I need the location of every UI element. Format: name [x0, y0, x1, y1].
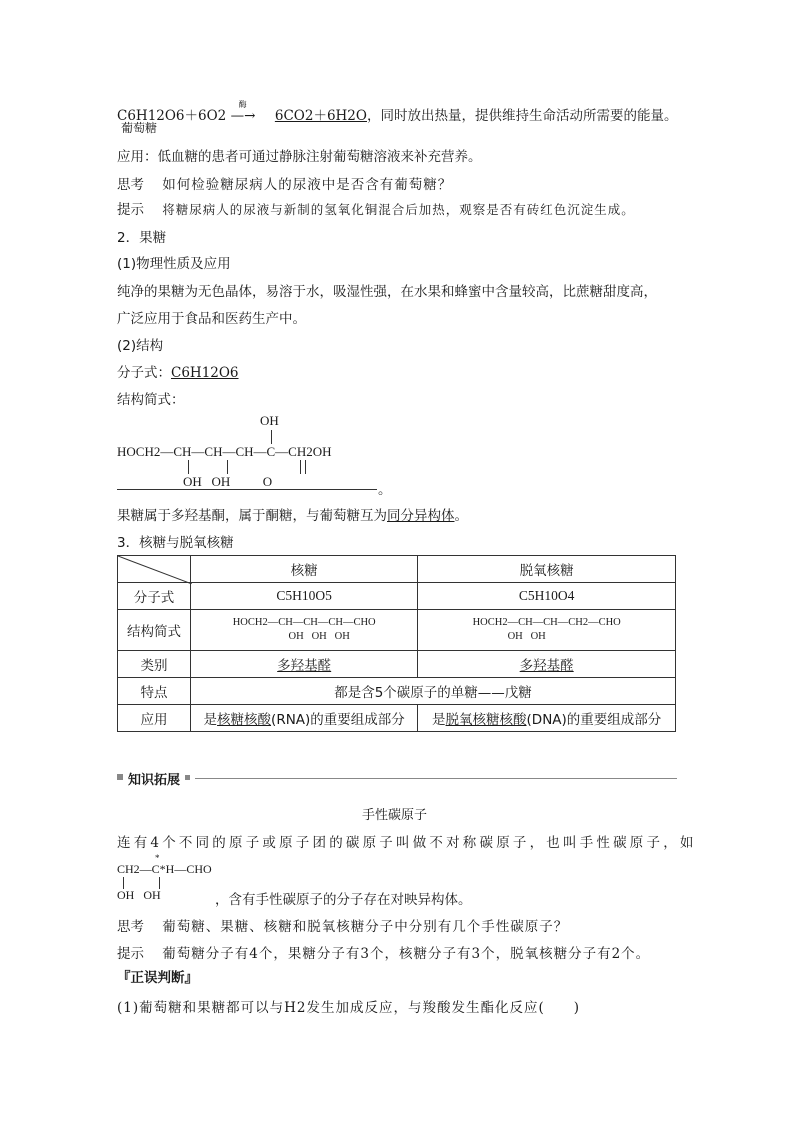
- struct-label: 结构简式：: [117, 392, 185, 408]
- fructose-struct-top: OH: [260, 413, 279, 428]
- think-1: [117, 173, 452, 193]
- struct-end: 。: [378, 482, 392, 498]
- table-row: [118, 583, 676, 610]
- row-label: 类别: [118, 651, 191, 678]
- think-1-label: 思考: [117, 177, 144, 193]
- row-label: 分子式: [118, 583, 191, 610]
- chiral-molecule-sub: OH OH: [117, 888, 161, 902]
- summary-b: 同分异构体: [387, 508, 455, 524]
- fructose-para1: 纯净的果糖为无色晶体，易溶于水，吸湿性强，在水果和蜂蜜中含量较高，比蔗糖甜度高，: [117, 284, 657, 300]
- glucose-products: 6CO2＋6H2O: [274, 108, 367, 124]
- glucose-name-label: 葡萄糖: [121, 121, 158, 135]
- app-pre: 是: [203, 712, 218, 728]
- table-row: [118, 705, 676, 732]
- fructose-heading: 2．果糖: [117, 230, 167, 246]
- hint-2-text: 葡萄糖分子有4个，果糖分子有3个，核糖分子有3个，脱氧核糖分子有2个。: [162, 946, 651, 962]
- bond-vertical: [188, 460, 189, 474]
- deoxyribose-category: 多羟基醛: [418, 651, 676, 678]
- knowledge-para: 连有4个不同的原子或原子团的碳原子叫做不对称碳原子，也叫手性碳原子，如: [117, 835, 697, 851]
- ribose-struct-main: HOCH2—CH—CH—CH—CHO: [232, 617, 376, 628]
- bullet-icon: [185, 775, 190, 780]
- knowledge-section-bar: [117, 770, 677, 786]
- fructose-sub1: (1)物理性质及应用: [117, 256, 231, 272]
- table-head-ribose: 核糖: [191, 556, 418, 583]
- table-row: [118, 610, 676, 651]
- hint-1-text: 将糖尿病人的尿液与新制的氢氧化铜混合后加热，观察是否有砖红色沉淀生成。: [162, 202, 635, 217]
- judge-q1: (1)葡萄糖和果糖都可以与H2发生加成反应，与羧酸发生酯化反应( ): [117, 1000, 581, 1016]
- chiral-tail: ，含有手性碳原子的分子存在对映异构体。: [215, 892, 472, 908]
- table-row: [118, 651, 676, 678]
- hint-1-label: 提示: [117, 202, 144, 218]
- app-post: (RNA)的重要组成部分: [271, 712, 405, 728]
- app-pre: 是: [432, 712, 446, 728]
- catalyst-label: 酶: [238, 100, 247, 109]
- deoxyribose-struct-main: HOCH2—CH—CH—CH2—CHO: [472, 617, 621, 628]
- reaction-arrow: 酶 —→: [230, 100, 256, 124]
- fructose-formula-line: [117, 361, 239, 381]
- application-line: 应用：低血糖的患者可通过静脉注射葡萄糖溶液来补充营养。: [117, 149, 482, 165]
- deoxyribose-struct-sub: OH OH: [507, 631, 546, 642]
- bond-vertical: [227, 460, 228, 474]
- knowledge-section-title: 知识拓展: [128, 773, 181, 788]
- fructose-struct-bottom: OH OH O: [183, 474, 273, 489]
- hint-1: [117, 198, 635, 218]
- ribose-category: 多羟基醛: [191, 651, 418, 678]
- formula-label: 分子式：: [117, 365, 171, 381]
- glucose-eq-tail: ，同时放出热量，提供维持生命活动所需要的能量。: [366, 108, 678, 124]
- knowledge-title: 手性碳原子: [362, 808, 428, 823]
- app-post: (DNA)的重要组成部分: [526, 712, 662, 728]
- deoxyribose-formula: C5H10O4: [418, 583, 676, 610]
- asterisk-mark: *: [155, 853, 160, 863]
- section-divider: [195, 778, 677, 779]
- bullet-icon: [117, 774, 123, 780]
- fructose-formula: C6H12O6: [171, 365, 239, 381]
- chiral-molecule: CH2—C*H—CHO: [117, 862, 212, 876]
- fructose-summary: [117, 504, 468, 524]
- table-row: [118, 678, 676, 705]
- deoxyribose-struct: [418, 610, 676, 651]
- ribose-table: [117, 555, 676, 732]
- think-2-label: 思考: [117, 919, 144, 935]
- hint-2-label: 提示: [117, 946, 144, 962]
- table-head-deoxyribose: 脱氧核糖: [418, 556, 676, 583]
- think-1-text: 如何检验糖尿病人的尿液中是否含有葡萄糖？: [162, 177, 453, 193]
- fructose-struct-main: HOCH2—CH—CH—CH—C—CH2OH: [117, 444, 332, 459]
- hint-2: [117, 942, 650, 962]
- think-2-text: 葡萄糖、果糖、核糖和脱氧核糖分子中分别有几个手性碳原子？: [162, 919, 569, 935]
- summary-a: 果糖属于多羟基酮，属于酮糖，与葡萄糖互为: [117, 508, 387, 524]
- answer-blank: [117, 489, 377, 490]
- table-corner: [118, 556, 191, 583]
- feature-cell: 都是含5个碳原子的单糖——戊糖: [191, 678, 676, 705]
- ribose-formula: C5H10O5: [191, 583, 418, 610]
- row-label: 特点: [118, 678, 191, 705]
- fructose-para2: 广泛应用于食品和医药生产中。: [117, 311, 306, 327]
- glucose-formula: C6H12O6＋6O2: [117, 108, 227, 124]
- ribose-struct: [191, 610, 418, 651]
- app-underlined: 核糖核酸: [217, 712, 272, 728]
- glucose-equation: [117, 100, 678, 124]
- summary-c: 。: [454, 508, 468, 524]
- bond-double: [300, 460, 306, 474]
- diagonal-line: [118, 556, 192, 584]
- fructose-sub2: (2)结构: [117, 338, 164, 354]
- app-underlined: 脱氧核糖核酸: [445, 712, 527, 728]
- bond-vertical: [271, 430, 272, 444]
- ribose-heading: 3．核糖与脱氧核糖: [117, 535, 234, 551]
- row-label: 应用: [118, 705, 191, 732]
- ribose-struct-sub: OH OH OH: [288, 631, 350, 642]
- think-2: [117, 915, 568, 935]
- row-label: 结构简式: [118, 610, 191, 651]
- table-row: [118, 556, 676, 583]
- judge-heading: 『正误判断』: [117, 970, 198, 986]
- deoxyribose-application: [418, 705, 676, 732]
- ribose-application: [191, 705, 418, 732]
